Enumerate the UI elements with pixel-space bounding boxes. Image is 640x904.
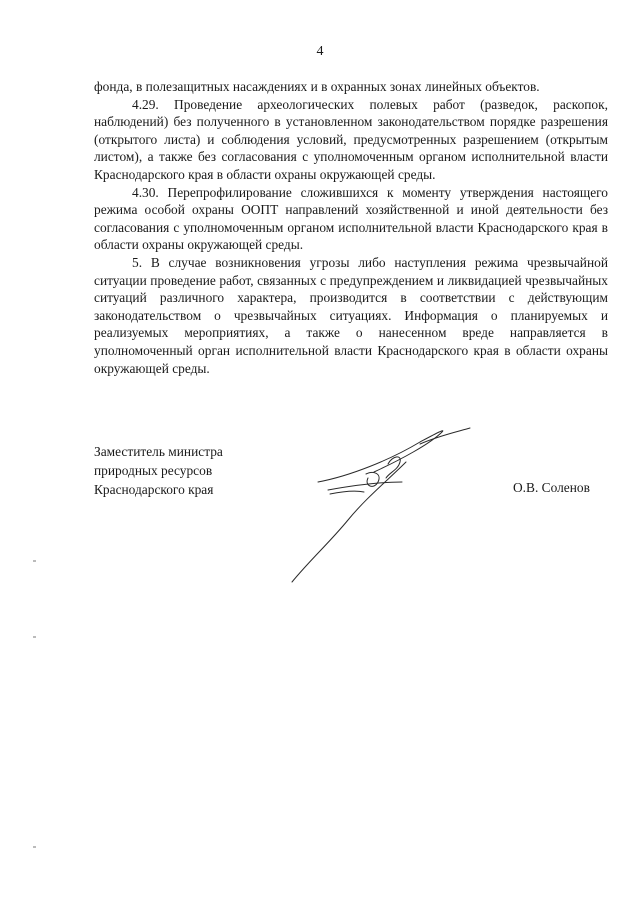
paragraph-4-30: 4.30. Перепрофилирование сложившихся к моменту утверждения настоящего режима особой охраны ООПТ направлений хозяйственной и иной деятельности без согласования с уполномоченным органом исполнительной власти Краснодарского края в области охраны окружающей среды. [94, 184, 608, 253]
page-number: 4 [316, 44, 324, 59]
signatory-title-line-1: Заместитель министра [94, 444, 223, 459]
scan-margin-mark [33, 560, 36, 562]
handwritten-signature [270, 420, 480, 590]
document-body [94, 78, 608, 377]
paragraph-continuation: фонда, в полезащитных насаждениях и в охранных зонах линейных объектов. [94, 79, 540, 94]
scan-margin-mark [33, 846, 36, 848]
paragraph-4-29: 4.29. Проведение археологических полевых работ (разведок, раскопок, наблюдений) без полученного в установленном законодательством порядке разрешения (открытого листа) и соблюдения условий, предусмотренных разрешением (открытым листом), а также без согласования с уполномоченным органом исполнительной власти Краснодарского края в области охраны окружающей среды. [94, 96, 608, 182]
signatory-title-line-2: природных ресурсов [94, 463, 213, 478]
signatory-title-line-3: Краснодарского края [94, 482, 214, 497]
signatory-title [94, 442, 223, 499]
signer-name: О.В. Соленов [513, 480, 590, 495]
paragraph-5: 5. В случае возникновения угрозы либо наступления режима чрезвычайной ситуации проведение работ, связанных с предупреждением и ликвидацией чрезвычайных ситуаций различного характера, производится в соответствии с действующим законодательством о чрезвычайных ситуациях. Информация о планируемых и реализуемых мероприятиях, а также о нанесенном вреде направляется в уполномоченный орган исполнительной власти Краснодарского края в области охраны окружающей среды. [94, 254, 608, 376]
scan-margin-mark [33, 636, 36, 638]
